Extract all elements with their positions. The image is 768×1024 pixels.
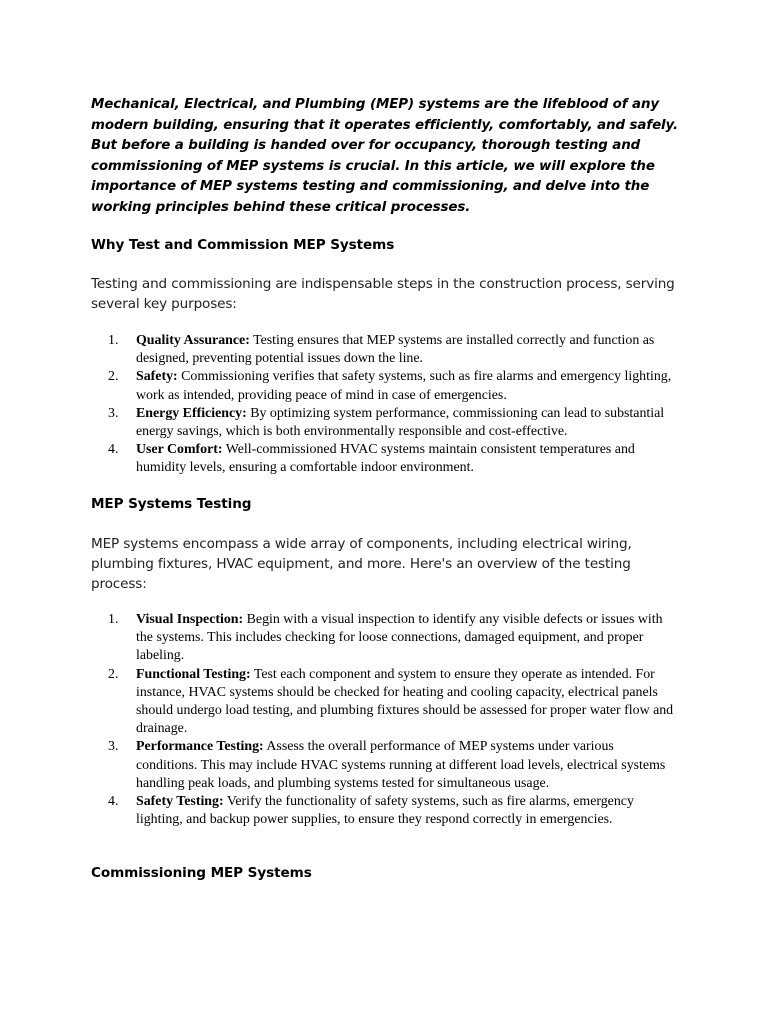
list-term: Performance Testing: bbox=[136, 739, 264, 755]
list-text: Testing ensures that MEP systems are installed correctly and function as designed, preventing potential issues down the line. bbox=[136, 333, 655, 367]
list-number: 3. bbox=[108, 405, 119, 421]
list-item bbox=[108, 738, 678, 793]
list-term: Functional Testing: bbox=[136, 666, 251, 682]
list-text: Commissioning verifies that safety systems, such as fire alarms and emergency lighting, work as intended, providing peace of mind in case of emergencies. bbox=[136, 369, 672, 403]
list-number: 1. bbox=[108, 333, 119, 348]
section-paragraph-testing: MEP systems encompass a wide array of components, including electrical wiring, plumbing fixtures, HVAC equipment, and more. Here's an overview of the testing process: bbox=[91, 536, 632, 592]
list-term: Safety: bbox=[136, 369, 178, 385]
list-item bbox=[108, 793, 678, 829]
section-heading-why-test: Why Test and Commission MEP Systems bbox=[91, 237, 395, 253]
list-text: Test each component and system to ensure they operate as intended. For instance, HVAC systems should be checked for heating and cooling capacity, electrical panels should undergo load testing, and plumbing fixtures should be assessed for proper water flow and drainage. bbox=[136, 666, 674, 737]
list-number: 2. bbox=[108, 666, 119, 682]
list-text: By optimizing system performance, commissioning can lead to substantial energy savings, which is both environmentally responsible and cost-effective. bbox=[136, 405, 665, 440]
section-heading-commissioning: Commissioning MEP Systems bbox=[91, 865, 312, 881]
section-paragraph-why-test: Testing and commissioning are indispensable steps in the construction process, serving several key purposes: bbox=[91, 276, 675, 312]
list-text: Verify the functionality of safety systems, such as fire alarms, emergency lighting, and backup power supplies, to ensure they respond correctly in emergencies. bbox=[136, 794, 634, 828]
list-number: 1. bbox=[108, 612, 119, 627]
list-term: Safety Testing: bbox=[136, 794, 224, 810]
list-term: Energy Efficiency: bbox=[136, 405, 247, 421]
list-text: Well-commissioned HVAC systems maintain consistent temperatures and humidity levels, ensuring a comfortable indoor environment. bbox=[136, 442, 635, 476]
list-text: Begin with a visual inspection to identify any visible defects or issues with the systems. This includes checking for loose connections, damaged equipment, and proper labeling. bbox=[136, 612, 663, 664]
list-number: 4. bbox=[108, 442, 119, 458]
list-term: Quality Assurance: bbox=[136, 333, 250, 348]
testing-steps-list bbox=[108, 611, 678, 829]
list-number: 2. bbox=[108, 369, 119, 385]
list-item bbox=[108, 441, 678, 477]
list-term: Visual Inspection: bbox=[136, 612, 244, 627]
list-item bbox=[108, 611, 678, 666]
list-item bbox=[108, 405, 678, 441]
purposes-list bbox=[108, 332, 678, 478]
list-number: 3. bbox=[108, 739, 119, 755]
list-item bbox=[108, 666, 678, 739]
section-heading-testing: MEP Systems Testing bbox=[91, 496, 252, 512]
list-number: 4. bbox=[108, 794, 119, 810]
list-item bbox=[108, 332, 678, 368]
list-item bbox=[108, 368, 678, 404]
intro-paragraph: Mechanical, Electrical, and Plumbing (MEP) systems are the lifeblood of any modern building, ensuring that it operates efficiently, comfortably, and safely. But before a building is handed over for occupancy, thorough testing and commissioning of MEP systems is crucial. In this article, we will explore the importance of MEP systems testing and commissioning, and delve into the working principles behind these critical processes. bbox=[91, 97, 678, 215]
list-text: Assess the overall performance of MEP systems under various conditions. This may include HVAC systems running at different load levels, electrical systems handling peak loads, and plumbing systems tested for simultaneous usage. bbox=[136, 739, 666, 791]
list-term: User Comfort: bbox=[136, 442, 223, 458]
